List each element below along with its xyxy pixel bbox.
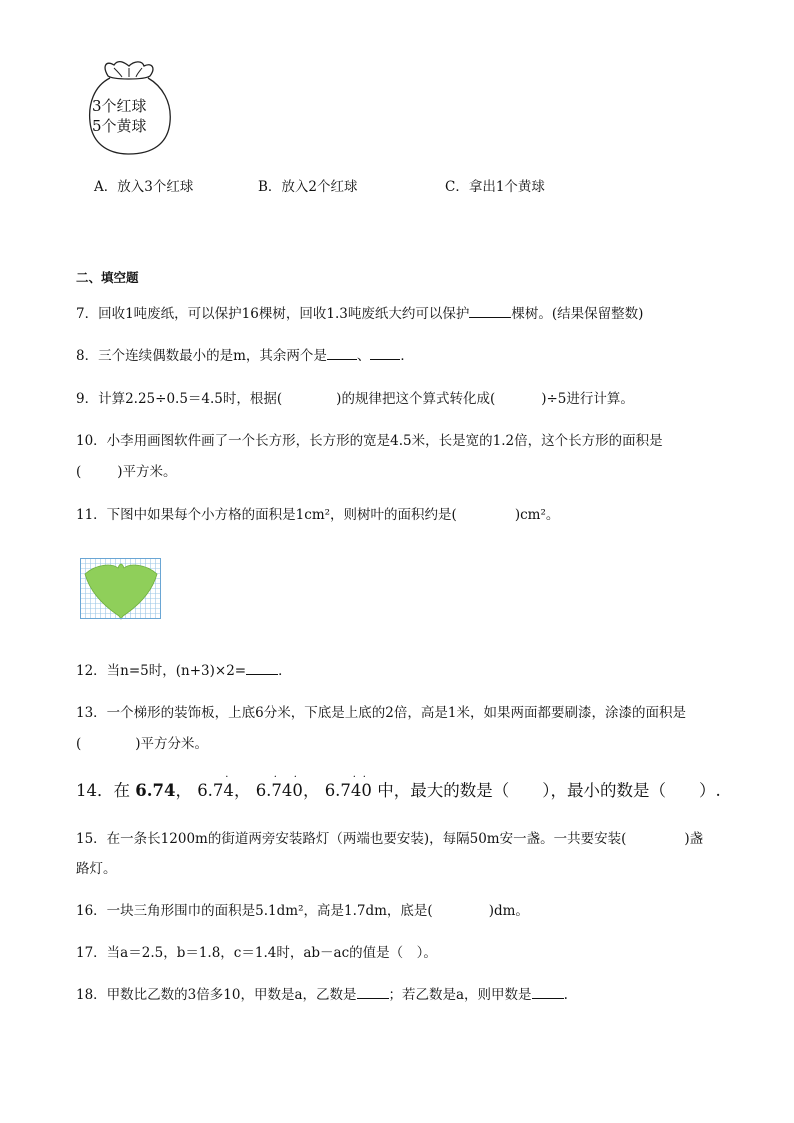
q18-blank-1 bbox=[357, 986, 389, 999]
option-c: C．拿出1个黄球 bbox=[445, 179, 545, 195]
bag-label-yellow: 5个黄球 bbox=[92, 117, 147, 135]
q14-prefix: 14．在 bbox=[76, 781, 130, 800]
q15-part2: )盏 bbox=[684, 831, 704, 847]
q14-number-3: 6.740 bbox=[255, 781, 303, 800]
question-13-line-2 bbox=[76, 735, 208, 753]
q10-unit: )平方米。 bbox=[117, 464, 177, 480]
q14-number-1: 6.74 bbox=[135, 781, 176, 800]
bag-label-red: 3个红球 bbox=[92, 97, 147, 115]
question-9 bbox=[76, 390, 634, 408]
q8-text-before: 8．三个连续偶数最小的是m，其余两个是 bbox=[76, 348, 327, 364]
q9-part1: 9．计算2.25÷0.5＝4.5时，根据( bbox=[76, 391, 283, 407]
q16-part1: 16．一块三角形围巾的面积是5.1dm²，高是1.7dm，底是( bbox=[76, 903, 433, 919]
q18-blank-2 bbox=[532, 986, 564, 999]
q14-number-2: 6.74 bbox=[197, 781, 234, 800]
q14-number-4: 6.740 bbox=[324, 781, 372, 800]
question-10-line-2 bbox=[76, 463, 177, 481]
q12-text-before: 12．当n=5时，(n+3)×2= bbox=[76, 663, 247, 679]
repeat-dot-icon: · bbox=[362, 772, 366, 783]
option-a: A．放入3个红球 bbox=[94, 179, 194, 195]
q7-text-before: 7．回收1吨废纸，可以保护16棵树，回收1.3吨废纸大约可以保护 bbox=[76, 306, 470, 322]
q13-open-paren: ( bbox=[76, 736, 82, 752]
q8-text-mid: 、 bbox=[356, 348, 371, 364]
q14-number-2-repeating bbox=[197, 772, 234, 802]
q15-part1: 15．在一条长1200m的街道两旁安装路灯（两端也要安装)，每隔50m安一盏。一共要安装( bbox=[76, 831, 627, 847]
section-title: 二、填空题 bbox=[76, 270, 139, 285]
q14-sep-3: ， bbox=[302, 781, 320, 800]
q8-blank-2 bbox=[370, 347, 400, 360]
q8-text-after: ． bbox=[400, 348, 414, 364]
q8-blank-1 bbox=[327, 347, 357, 360]
question-15-line-1 bbox=[76, 830, 703, 848]
q11-part2: )cm²。 bbox=[514, 507, 560, 523]
q14-sep-2: ， bbox=[233, 781, 251, 800]
q18-part1: 18．甲数比乙数的3倍多10，甲数是a，乙数是 bbox=[76, 987, 357, 1003]
repeat-dot-icon: · bbox=[352, 772, 356, 783]
money-bag-illustration bbox=[84, 56, 174, 158]
leaf-on-grid bbox=[80, 558, 162, 620]
q10-open-paren: ( bbox=[76, 464, 82, 480]
q14-sep-1: ， bbox=[175, 781, 192, 800]
q14-number-3-repeating bbox=[255, 772, 303, 802]
repeat-dot-icon: · bbox=[225, 772, 229, 783]
question-17: 17．当a＝2.5，b＝1.8，c＝1.4时，ab－ac的值是（ ）。 bbox=[76, 945, 437, 961]
repeat-dot-icon: · bbox=[273, 772, 277, 783]
q14-number-4-repeating bbox=[324, 772, 372, 802]
question-18 bbox=[76, 986, 568, 1004]
leaf-grid-figure bbox=[80, 558, 162, 624]
q12-text-after: ． bbox=[278, 663, 292, 679]
question-8 bbox=[76, 347, 414, 365]
question-14 bbox=[76, 772, 721, 802]
question-16 bbox=[76, 902, 529, 920]
q11-part1: 11．下图中如果每个小方格的面积是1cm²，则树叶的面积约是( bbox=[76, 507, 457, 523]
q12-blank bbox=[246, 662, 278, 675]
q9-part3: )÷5进行计算。 bbox=[541, 391, 634, 407]
q9-part2: )的规律把这个算式转化成( bbox=[336, 391, 496, 407]
question-10-line-1: 10．小李用画图软件画了一个长方形，长方形的宽是4.5米，长是宽的1.2倍，这个长方形的面积是 bbox=[76, 433, 663, 449]
q7-text-after: 棵树。(结果保留整数) bbox=[511, 306, 644, 322]
q18-part3: . bbox=[563, 987, 568, 1003]
q18-part2: ；若乙数是a，则甲数是 bbox=[388, 987, 532, 1003]
q16-part2: )dm。 bbox=[488, 903, 529, 919]
question-11 bbox=[76, 506, 559, 524]
question-12 bbox=[76, 662, 292, 680]
question-13-line-1: 13．一个梯形的装饰板，上底6分米，下底是上底的2倍，高是1米，如果两面都要刷漆，涂漆的面积是 bbox=[76, 705, 686, 721]
question-7 bbox=[76, 305, 643, 323]
option-b: B．放入2个红球 bbox=[258, 179, 358, 195]
q7-blank bbox=[469, 305, 511, 318]
question-15-line-2: 路灯。 bbox=[76, 861, 117, 877]
q13-unit: )平方分米。 bbox=[135, 736, 209, 752]
q14-text-mid: 中，最大的数是（ ），最小的数是（ ）. bbox=[377, 781, 721, 800]
repeat-dot-icon: · bbox=[293, 772, 297, 783]
